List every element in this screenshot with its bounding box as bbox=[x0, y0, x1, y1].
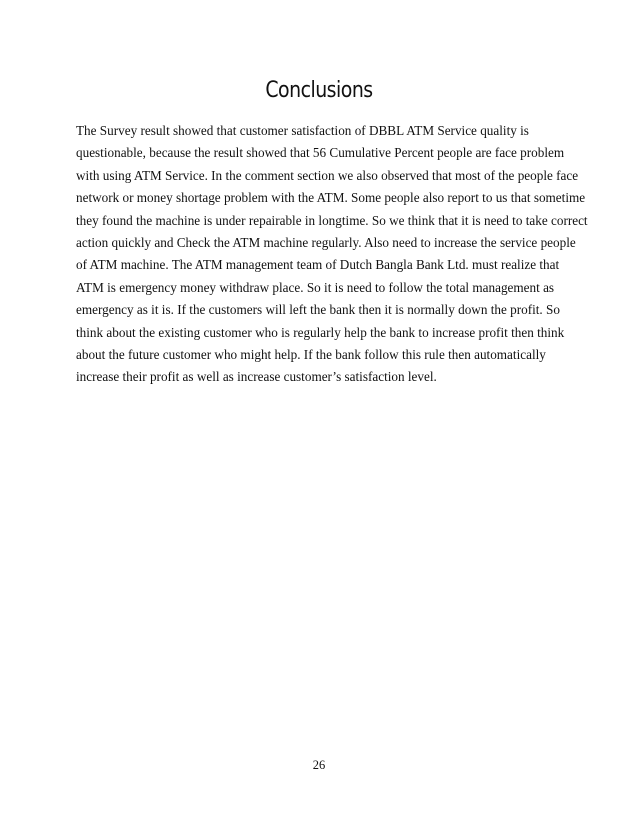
paragraph-line: of ATM machine. The ATM management team of Dutch Bangla Bank Ltd. must realize that bbox=[76, 257, 560, 273]
paragraph-line: The Survey result showed that customer satisfaction of DBBL ATM Service quality is bbox=[76, 123, 529, 138]
paragraph-line: action quickly and Check the ATM machine regularly. Also need to increase the service people bbox=[76, 235, 576, 251]
paragraph-line: they found the machine is under repairable in longtime. So we think that it is need to take correct bbox=[76, 212, 588, 228]
paragraph-line: emergency as it is. If the customers will left the bank then it is normally down the profit. So bbox=[76, 302, 560, 318]
section-heading: Conclusions bbox=[265, 78, 373, 103]
paragraph-line: think about the existing customer who is regularly help the bank to increase profit then think bbox=[76, 324, 565, 340]
paragraph-line: increase their profit as well as increase customer’s satisfaction level. bbox=[76, 369, 437, 385]
page-number: 26 bbox=[312, 758, 326, 772]
paragraph-line: network or money shortage problem with the ATM. Some people also report to us that sometime bbox=[76, 190, 586, 206]
conclusion-paragraph bbox=[76, 120, 596, 389]
paragraph-line: ATM is emergency money withdraw place. So it is need to follow the total management as bbox=[76, 279, 555, 295]
paragraph-line: about the future customer who might help. If the bank follow this rule then automatically bbox=[76, 347, 546, 363]
paragraph-line: with using ATM Service. In the comment section we also observed that most of the people face bbox=[76, 167, 579, 183]
paragraph-line: questionable, because the result showed that 56 Cumulative Percent people are face problem bbox=[76, 145, 565, 161]
